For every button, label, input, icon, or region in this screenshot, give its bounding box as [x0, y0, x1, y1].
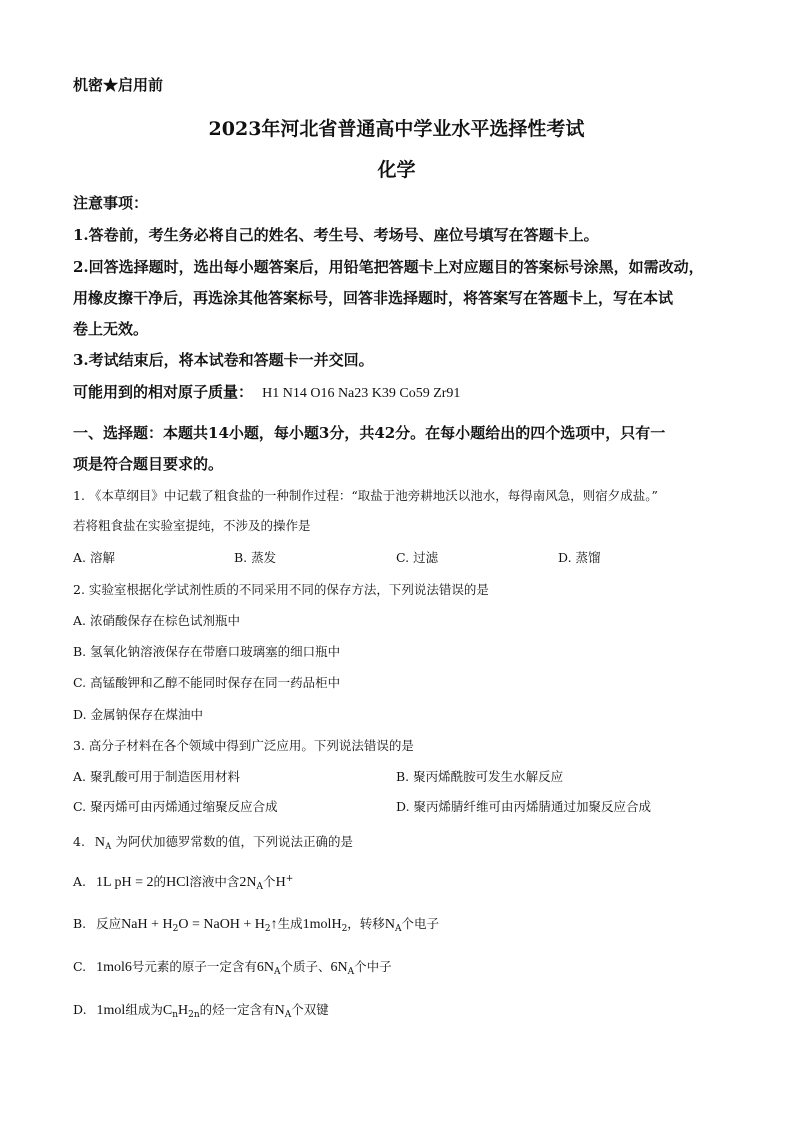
section-1-line-1: 一、选择题：本题共14小题，每小题3分，共42分。在每小题给出的四个选项中，只有一: [73, 424, 666, 442]
confidential-label: 机密★启用前: [73, 76, 164, 94]
q2-option-b: B. 氢氧化钠溶液保存在带磨口玻璃塞的细口瓶中: [73, 644, 341, 659]
atomic-mass-label: 可能用到的相对原子质量：: [73, 383, 254, 401]
q1-option-c: C. 过滤: [396, 550, 439, 565]
note-2-line-3: 卷上无效。: [73, 320, 149, 338]
q1-stem-line-1: 1. 《本草纲目》中记载了粗食盐的一种制作过程：“取盐于池旁耕地沃以池水，每得南风急，则宿夕成盐。”: [73, 488, 658, 503]
q3-option-c: C. 聚丙烯可由丙烯通过缩聚反应合成: [73, 799, 278, 814]
q2-stem: 2. 实验室根据化学试剂性质的不同采用不同的保存方法，下列说法错误的是: [73, 582, 489, 597]
q4-option-d: D. 1mol组成为$C_nH_{2n}$的烃一定含有$N_A$个双键: [73, 1002, 329, 1020]
q4-option-b: B. 反应NaH + $H_2O$ = NaOH + $H_2↑$生成1molH$_2$，转移$N_A$个电子: [73, 916, 439, 934]
q1-option-d: D. 蒸馏: [558, 550, 601, 565]
subject-title: 化学: [377, 159, 416, 181]
q2-option-a: A. 浓硝酸保存在棕色试剂瓶中: [73, 613, 240, 628]
q4-option-a: A. 1L pH = 2的HCl溶液中含$2N_A$个H+: [73, 874, 294, 892]
note-2-line-2: 用橡皮擦干净后，再选涂其他答案标号，回答非选择题时，将答案写在答题卡上，写在本试: [73, 289, 674, 307]
q3-option-d: D. 聚丙烯腈纤维可由丙烯腈通过加聚反应合成: [396, 799, 652, 814]
q4-na-symbol: $N_A$: [94, 835, 112, 851]
atomic-mass-values: H1 N14 O16 Na23 K39 Co59 Zr91: [262, 386, 461, 401]
q4-stem-text: 为阿伏加德罗常数的值，下列说法正确的是: [115, 834, 354, 849]
q3-option-b: B. 聚丙烯酰胺可发生水解反应: [396, 769, 564, 784]
q2-option-d: D. 金属钠保存在煤油中: [73, 707, 204, 722]
q1-option-b: B. 蒸发: [234, 550, 277, 565]
note-1: 1.答卷前，考生务必将自己的姓名、考生号、考场号、座位号填写在答题卡上。: [73, 226, 599, 244]
notes-heading: 注意事项：: [73, 194, 149, 212]
note-2-line-1: 2.回答选择题时，选出每小题答案后，用铅笔把答题卡上对应题目的答案标号涂黑，如需改动，: [73, 258, 704, 276]
q1-option-a: A. 溶解: [73, 550, 115, 565]
q4-number: 4.: [73, 834, 85, 849]
q4-stem: [73, 832, 353, 851]
q2-option-c: C. 高锰酸钾和乙醇不能同时保存在同一药品柜中: [73, 675, 341, 690]
q3-stem: 3. 高分子材料在各个领域中得到广泛应用。下列说法错误的是: [73, 738, 414, 753]
note-3: 3.考试结束后，将本试卷和答题卡一并交回。: [73, 351, 374, 369]
q4-option-c: C. 1mol6号元素的原子一定含有$6N_A$个质子、$6N_A$个中子: [73, 959, 392, 977]
q1-stem-line-2: 若将粗食盐在实验室提纯，不涉及的操作是: [73, 518, 311, 533]
atomic-mass-line: [73, 381, 460, 402]
exam-title: 2023年河北省普通高中学业水平选择性考试: [208, 118, 585, 140]
q3-option-a: A. 聚乳酸可用于制造医用材料: [73, 769, 240, 784]
section-1-line-2: 项是符合题目要求的。: [73, 455, 224, 473]
